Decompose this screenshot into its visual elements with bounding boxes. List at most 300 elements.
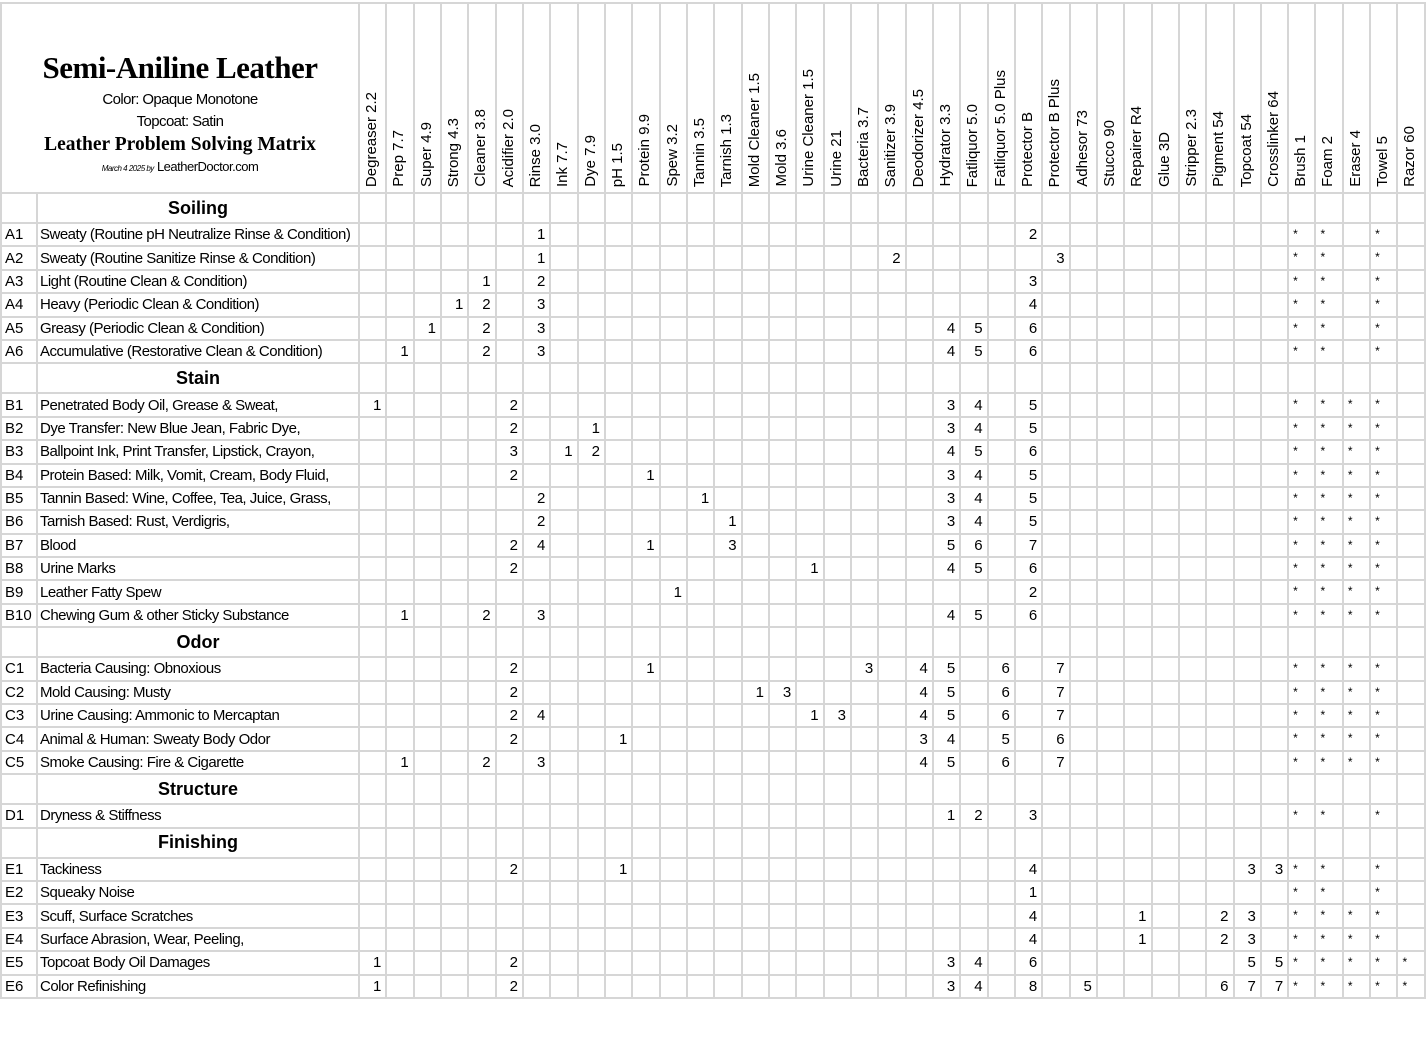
column-header-label: Stripper 2.3 bbox=[1182, 109, 1200, 187]
empty-cell bbox=[906, 928, 933, 951]
empty-cell bbox=[550, 604, 577, 627]
empty-cell bbox=[414, 363, 441, 393]
matrix-cell: 5 bbox=[1015, 487, 1042, 510]
matrix-cell: 3 bbox=[523, 317, 550, 340]
matrix-cell: 6 bbox=[1015, 557, 1042, 580]
problem-description: Accumulative (Restorative Clean & Condition) bbox=[37, 340, 359, 363]
empty-cell bbox=[1042, 223, 1069, 246]
empty-cell bbox=[796, 464, 823, 487]
empty-cell bbox=[441, 464, 468, 487]
empty-cell bbox=[1152, 193, 1179, 223]
empty-cell bbox=[1179, 293, 1206, 316]
empty-cell bbox=[1097, 340, 1124, 363]
matrix-cell: * bbox=[1343, 681, 1370, 704]
empty-cell bbox=[1124, 604, 1151, 627]
empty-cell bbox=[550, 951, 577, 974]
matrix-cell: * bbox=[1370, 580, 1397, 603]
empty-cell bbox=[960, 881, 987, 904]
column-header bbox=[468, 3, 495, 193]
empty-cell bbox=[1152, 627, 1179, 657]
empty-cell bbox=[742, 751, 769, 774]
table-row bbox=[1, 881, 1425, 904]
matrix-cell: 2 bbox=[1015, 580, 1042, 603]
problem-code: D1 bbox=[1, 804, 37, 827]
empty-cell bbox=[878, 510, 905, 533]
empty-cell bbox=[960, 727, 987, 750]
matrix-cell: * bbox=[1370, 904, 1397, 927]
empty-cell bbox=[1397, 510, 1424, 533]
column-header bbox=[851, 3, 878, 193]
empty-cell bbox=[824, 580, 851, 603]
empty-cell bbox=[714, 928, 741, 951]
empty-cell bbox=[660, 534, 687, 557]
matrix-cell: 2 bbox=[496, 657, 523, 680]
matrix-cell: * bbox=[1288, 270, 1315, 293]
empty-cell bbox=[660, 557, 687, 580]
matrix-cell: 2 bbox=[496, 681, 523, 704]
empty-cell bbox=[605, 904, 632, 927]
matrix-cell: * bbox=[1288, 727, 1315, 750]
empty-cell bbox=[1152, 270, 1179, 293]
matrix-cell: 5 bbox=[1015, 417, 1042, 440]
empty-cell bbox=[824, 534, 851, 557]
column-header bbox=[933, 3, 960, 193]
empty-cell bbox=[414, 804, 441, 827]
empty-cell bbox=[824, 627, 851, 657]
empty-cell bbox=[441, 487, 468, 510]
empty-cell bbox=[796, 975, 823, 998]
empty-cell bbox=[468, 534, 495, 557]
empty-cell bbox=[906, 557, 933, 580]
matrix-cell: * bbox=[1315, 951, 1342, 974]
matrix-cell: 7 bbox=[1042, 657, 1069, 680]
empty-cell bbox=[1261, 881, 1288, 904]
empty-cell bbox=[1397, 464, 1424, 487]
empty-cell bbox=[988, 534, 1015, 557]
empty-cell bbox=[769, 828, 796, 858]
matrix-cell: * bbox=[1370, 727, 1397, 750]
matrix-cell: * bbox=[1343, 727, 1370, 750]
column-header bbox=[1370, 3, 1397, 193]
empty-cell bbox=[960, 580, 987, 603]
empty-cell bbox=[660, 951, 687, 974]
matrix-cell: * bbox=[1370, 704, 1397, 727]
empty-cell bbox=[632, 727, 659, 750]
empty-cell bbox=[468, 487, 495, 510]
empty-cell bbox=[1234, 393, 1261, 416]
matrix-cell: 2 bbox=[496, 417, 523, 440]
empty-cell bbox=[468, 774, 495, 804]
empty-cell bbox=[933, 627, 960, 657]
empty-cell bbox=[441, 904, 468, 927]
empty-cell bbox=[550, 223, 577, 246]
empty-cell bbox=[1206, 828, 1233, 858]
empty-cell bbox=[632, 270, 659, 293]
empty-cell bbox=[1015, 751, 1042, 774]
empty-cell bbox=[906, 440, 933, 463]
empty-cell bbox=[523, 928, 550, 951]
empty-cell bbox=[1152, 246, 1179, 269]
matrix-cell: * bbox=[1288, 246, 1315, 269]
empty-cell bbox=[550, 928, 577, 951]
empty-cell bbox=[1397, 340, 1424, 363]
empty-cell bbox=[550, 417, 577, 440]
empty-cell bbox=[851, 193, 878, 223]
table-row bbox=[1, 270, 1425, 293]
matrix-cell: * bbox=[1343, 393, 1370, 416]
empty-cell bbox=[796, 340, 823, 363]
empty-cell bbox=[1124, 417, 1151, 440]
column-header bbox=[824, 3, 851, 193]
empty-cell bbox=[578, 580, 605, 603]
empty-cell bbox=[660, 727, 687, 750]
matrix-cell: * bbox=[1288, 975, 1315, 998]
matrix-cell: * bbox=[1315, 464, 1342, 487]
empty-cell bbox=[878, 881, 905, 904]
title-block bbox=[1, 3, 359, 193]
table-row bbox=[1, 487, 1425, 510]
empty-cell bbox=[851, 580, 878, 603]
empty-cell bbox=[468, 727, 495, 750]
empty-cell bbox=[414, 928, 441, 951]
matrix-cell: * bbox=[1315, 487, 1342, 510]
empty-cell bbox=[1042, 881, 1069, 904]
empty-cell bbox=[1261, 487, 1288, 510]
empty-cell bbox=[933, 270, 960, 293]
empty-cell bbox=[660, 681, 687, 704]
empty-cell bbox=[769, 246, 796, 269]
table-row bbox=[1, 293, 1425, 316]
empty-cell bbox=[878, 464, 905, 487]
empty-cell bbox=[1234, 340, 1261, 363]
empty-cell bbox=[687, 681, 714, 704]
section-title: Odor bbox=[37, 627, 359, 657]
empty-cell bbox=[878, 975, 905, 998]
empty-cell bbox=[359, 270, 386, 293]
matrix-cell: 4 bbox=[523, 704, 550, 727]
empty-cell bbox=[496, 363, 523, 393]
empty-cell bbox=[578, 270, 605, 293]
empty-cell bbox=[660, 440, 687, 463]
empty-cell bbox=[1097, 487, 1124, 510]
empty-cell bbox=[1042, 193, 1069, 223]
empty-cell bbox=[468, 440, 495, 463]
empty-cell bbox=[1261, 727, 1288, 750]
empty-cell bbox=[468, 657, 495, 680]
column-header-label: Pigment 54 bbox=[1210, 111, 1228, 187]
matrix-cell: 3 bbox=[1015, 804, 1042, 827]
empty-cell bbox=[988, 464, 1015, 487]
empty-cell bbox=[851, 464, 878, 487]
empty-cell bbox=[1343, 363, 1370, 393]
problem-description: Smoke Causing: Fire & Cigarette bbox=[37, 751, 359, 774]
problem-code: B1 bbox=[1, 393, 37, 416]
empty-cell bbox=[1315, 627, 1342, 657]
empty-cell bbox=[386, 193, 413, 223]
empty-cell bbox=[851, 534, 878, 557]
empty-cell bbox=[824, 510, 851, 533]
column-header bbox=[1097, 3, 1124, 193]
matrix-cell: 3 bbox=[933, 951, 960, 974]
empty-cell bbox=[441, 510, 468, 533]
empty-cell bbox=[769, 464, 796, 487]
column-header-label: Foam 2 bbox=[1319, 136, 1337, 187]
empty-cell bbox=[1261, 340, 1288, 363]
column-header bbox=[1397, 3, 1424, 193]
empty-cell bbox=[742, 363, 769, 393]
empty-cell bbox=[1124, 317, 1151, 340]
empty-cell bbox=[1124, 627, 1151, 657]
empty-cell bbox=[851, 774, 878, 804]
matrix-cell: * bbox=[1315, 881, 1342, 904]
matrix-cell: * bbox=[1370, 464, 1397, 487]
empty-cell bbox=[1179, 510, 1206, 533]
empty-cell bbox=[1234, 293, 1261, 316]
empty-cell bbox=[578, 975, 605, 998]
matrix-cell: 2 bbox=[496, 534, 523, 557]
empty-cell bbox=[660, 193, 687, 223]
empty-cell bbox=[1070, 774, 1097, 804]
problem-code: B10 bbox=[1, 604, 37, 627]
empty-cell bbox=[1179, 604, 1206, 627]
empty-cell bbox=[1152, 317, 1179, 340]
empty-cell bbox=[496, 804, 523, 827]
empty-cell bbox=[605, 487, 632, 510]
empty-cell bbox=[1397, 363, 1424, 393]
empty-cell bbox=[687, 557, 714, 580]
empty-cell bbox=[414, 440, 441, 463]
empty-cell bbox=[1070, 417, 1097, 440]
empty-cell bbox=[796, 270, 823, 293]
empty-cell bbox=[386, 510, 413, 533]
empty-cell bbox=[687, 340, 714, 363]
empty-cell bbox=[496, 751, 523, 774]
empty-cell bbox=[960, 828, 987, 858]
empty-cell bbox=[632, 804, 659, 827]
matrix-cell: * bbox=[1315, 317, 1342, 340]
empty-cell bbox=[386, 858, 413, 881]
empty-cell bbox=[578, 317, 605, 340]
empty-cell bbox=[906, 510, 933, 533]
empty-cell bbox=[878, 727, 905, 750]
matrix-cell: 3 bbox=[1234, 904, 1261, 927]
column-header-label: Crosslinker 64 bbox=[1264, 91, 1282, 187]
empty-cell bbox=[1397, 417, 1424, 440]
empty-cell bbox=[878, 417, 905, 440]
empty-cell bbox=[1152, 928, 1179, 951]
table-row bbox=[1, 464, 1425, 487]
empty-cell bbox=[1261, 580, 1288, 603]
empty-cell bbox=[687, 417, 714, 440]
empty-cell bbox=[1397, 704, 1424, 727]
matrix-cell: 3 bbox=[523, 293, 550, 316]
empty-cell bbox=[605, 393, 632, 416]
empty-cell bbox=[851, 751, 878, 774]
table-row bbox=[1, 804, 1425, 827]
empty-cell bbox=[906, 627, 933, 657]
problem-code: E4 bbox=[1, 928, 37, 951]
empty-cell bbox=[578, 557, 605, 580]
empty-cell bbox=[906, 246, 933, 269]
empty-cell bbox=[906, 363, 933, 393]
matrix-cell: * bbox=[1315, 751, 1342, 774]
empty-cell bbox=[1397, 557, 1424, 580]
empty-cell bbox=[1097, 928, 1124, 951]
empty-cell bbox=[605, 363, 632, 393]
empty-cell bbox=[1261, 510, 1288, 533]
empty-cell bbox=[1152, 704, 1179, 727]
empty-cell bbox=[878, 657, 905, 680]
empty-cell bbox=[824, 904, 851, 927]
empty-cell bbox=[550, 363, 577, 393]
empty-cell bbox=[1343, 828, 1370, 858]
empty-cell bbox=[906, 804, 933, 827]
empty-cell bbox=[824, 487, 851, 510]
problem-code: B3 bbox=[1, 440, 37, 463]
matrix-cell: 1 bbox=[441, 293, 468, 316]
matrix-cell: 3 bbox=[523, 604, 550, 627]
empty-cell bbox=[714, 774, 741, 804]
empty-cell bbox=[550, 774, 577, 804]
problem-description: Bacteria Causing: Obnoxious bbox=[37, 657, 359, 680]
matrix-cell: * bbox=[1370, 604, 1397, 627]
empty-cell bbox=[742, 246, 769, 269]
empty-cell bbox=[988, 774, 1015, 804]
empty-cell bbox=[906, 858, 933, 881]
matrix-cell: 3 bbox=[851, 657, 878, 680]
column-header bbox=[878, 3, 905, 193]
empty-cell bbox=[1234, 881, 1261, 904]
empty-cell bbox=[359, 464, 386, 487]
empty-cell bbox=[1315, 774, 1342, 804]
empty-cell bbox=[1152, 681, 1179, 704]
empty-cell bbox=[414, 417, 441, 440]
empty-cell bbox=[1206, 657, 1233, 680]
empty-cell bbox=[1397, 727, 1424, 750]
matrix-cell: * bbox=[1343, 440, 1370, 463]
empty-cell bbox=[714, 440, 741, 463]
matrix-cell: 2 bbox=[496, 393, 523, 416]
empty-cell bbox=[578, 193, 605, 223]
empty-cell bbox=[1206, 727, 1233, 750]
empty-cell bbox=[468, 557, 495, 580]
empty-cell bbox=[441, 580, 468, 603]
empty-cell bbox=[1397, 193, 1424, 223]
matrix-cell: 1 bbox=[578, 417, 605, 440]
column-header-label: Acidifier 2.0 bbox=[499, 108, 517, 187]
empty-cell bbox=[1179, 223, 1206, 246]
empty-cell bbox=[1042, 487, 1069, 510]
empty-cell bbox=[468, 704, 495, 727]
matrix-cell: 2 bbox=[496, 464, 523, 487]
matrix-cell: * bbox=[1370, 557, 1397, 580]
empty-cell bbox=[359, 604, 386, 627]
empty-cell bbox=[1097, 951, 1124, 974]
matrix-cell: 5 bbox=[960, 557, 987, 580]
empty-cell bbox=[878, 193, 905, 223]
column-header-label: Glue 3D bbox=[1155, 131, 1173, 187]
empty-cell bbox=[906, 193, 933, 223]
empty-cell bbox=[687, 363, 714, 393]
empty-cell bbox=[1179, 270, 1206, 293]
empty-cell bbox=[824, 774, 851, 804]
empty-cell bbox=[496, 774, 523, 804]
problem-description: Color Refinishing bbox=[37, 975, 359, 998]
matrix-cell: 4 bbox=[933, 317, 960, 340]
empty-cell bbox=[386, 727, 413, 750]
empty-cell bbox=[1097, 657, 1124, 680]
empty-cell bbox=[960, 681, 987, 704]
empty-cell bbox=[851, 510, 878, 533]
matrix-cell: * bbox=[1370, 681, 1397, 704]
empty-cell bbox=[988, 627, 1015, 657]
empty-cell bbox=[1397, 604, 1424, 627]
empty-cell bbox=[988, 417, 1015, 440]
empty-cell bbox=[714, 704, 741, 727]
matrix-cell: 2 bbox=[496, 704, 523, 727]
empty-cell bbox=[960, 627, 987, 657]
empty-cell bbox=[906, 293, 933, 316]
empty-cell bbox=[1206, 363, 1233, 393]
table-row bbox=[1, 727, 1425, 750]
empty-cell bbox=[578, 858, 605, 881]
empty-cell bbox=[714, 363, 741, 393]
empty-cell bbox=[960, 751, 987, 774]
empty-cell bbox=[359, 534, 386, 557]
empty-cell bbox=[1179, 951, 1206, 974]
matrix-cell: 1 bbox=[414, 317, 441, 340]
empty-cell bbox=[1206, 557, 1233, 580]
matrix-cell: 1 bbox=[605, 727, 632, 750]
site-link: LeatherDoctor.com bbox=[156, 159, 259, 174]
empty-cell bbox=[1042, 363, 1069, 393]
empty-cell bbox=[714, 604, 741, 627]
column-header bbox=[550, 3, 577, 193]
empty-cell bbox=[1015, 774, 1042, 804]
empty-cell bbox=[1042, 393, 1069, 416]
empty-cell bbox=[1124, 363, 1151, 393]
empty-cell bbox=[632, 317, 659, 340]
problem-description: Leather Fatty Spew bbox=[37, 580, 359, 603]
problem-description: Scuff, Surface Scratches bbox=[37, 904, 359, 927]
empty-cell bbox=[687, 246, 714, 269]
empty-cell bbox=[714, 223, 741, 246]
empty-cell bbox=[1179, 246, 1206, 269]
empty-cell bbox=[1097, 858, 1124, 881]
empty-cell bbox=[687, 293, 714, 316]
empty-cell bbox=[1234, 487, 1261, 510]
matrix-cell: 5 bbox=[933, 534, 960, 557]
empty-cell bbox=[714, 580, 741, 603]
matrix-cell: * bbox=[1370, 487, 1397, 510]
empty-cell bbox=[468, 804, 495, 827]
empty-cell bbox=[1152, 510, 1179, 533]
empty-cell bbox=[1261, 417, 1288, 440]
empty-cell bbox=[605, 951, 632, 974]
empty-cell bbox=[851, 417, 878, 440]
empty-cell bbox=[550, 681, 577, 704]
empty-cell bbox=[878, 951, 905, 974]
matrix-cell: 4 bbox=[1015, 858, 1042, 881]
empty-cell bbox=[660, 246, 687, 269]
empty-cell bbox=[714, 751, 741, 774]
empty-cell bbox=[1261, 363, 1288, 393]
matrix-cell: 2 bbox=[468, 340, 495, 363]
empty-cell bbox=[714, 293, 741, 316]
matrix-cell: * bbox=[1370, 293, 1397, 316]
empty-cell bbox=[496, 193, 523, 223]
empty-cell bbox=[496, 487, 523, 510]
